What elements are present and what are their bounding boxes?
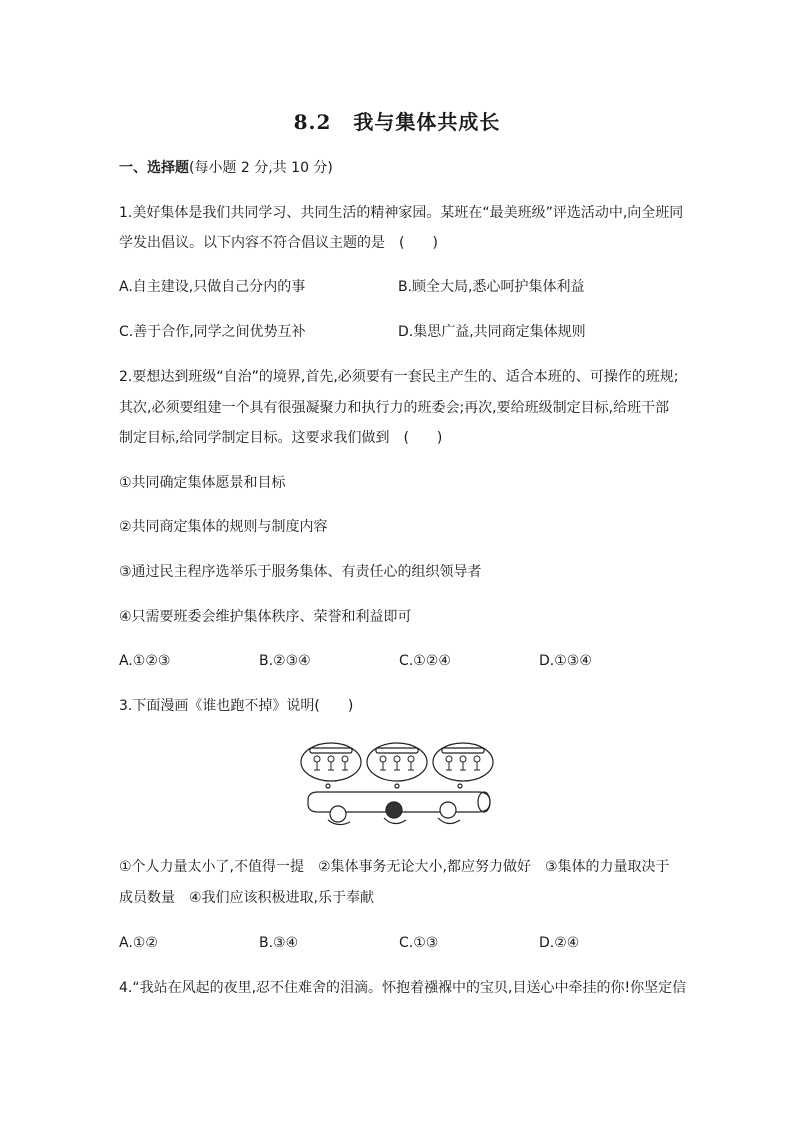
q2-stem-line2: 其次,必须要组建一个具有很强凝聚力和执行力的班委会;再次,要给班级制定目标,给班干部 — [119, 400, 670, 416]
q3-option-c: C.①③ — [399, 935, 439, 951]
thought-bubble-2 — [367, 743, 427, 781]
section-note: (每小题 2 分,共 10 分) — [189, 160, 333, 176]
title-number: 8.2 — [293, 110, 332, 134]
q2-stem-line3: 制定目标,给同学制定目标。这要求我们做到 ( ) — [119, 430, 443, 446]
q3-option-a: A.①② — [119, 935, 158, 951]
q2-stem-line1: 2.要想达到班级“自治”的境界,首先,必须要有一套民主产生的、适合本班的、可操作的班规; — [119, 369, 679, 385]
q1-option-a: A.自主建设,只做自己分内的事 — [119, 279, 306, 295]
section-heading — [119, 158, 333, 178]
q2-item-2: ②共同商定集体的规则与制度内容 — [119, 519, 328, 535]
q3-stem: 3.下面漫画《谁也跑不掉》说明( ) — [119, 698, 354, 714]
q2-option-c: C.①②④ — [399, 653, 451, 669]
q1-option-b: B.顾全大局,悉心呵护集体利益 — [398, 279, 585, 295]
q2-option-d: D.①③④ — [539, 653, 592, 669]
section-label: 一、选择题 — [119, 160, 189, 176]
q1-stem-line1: 1.美好集体是我们共同学习、共同生活的精神家园。某班在“最美班级”评选活动中,向全班同 — [119, 205, 684, 221]
q1-option-d: D.集思广益,共同商定集体规则 — [398, 324, 586, 340]
page-title — [0, 106, 794, 135]
q2-option-b: B.②③④ — [259, 653, 311, 669]
q2-item-4: ④只需要班委会维护集体秩序、荣誉和利益即可 — [119, 609, 412, 625]
q2-item-1: ①共同确定集体愿景和目标 — [119, 475, 286, 491]
q1-stem-line2: 学发出倡议。以下内容不符合倡议主题的是 ( ) — [119, 235, 438, 251]
q3-items-line2: 成员数量 ④我们应该积极进取,乐于奉献 — [119, 890, 374, 906]
q3-option-d: D.②④ — [539, 935, 580, 951]
thought-bubble-1 — [301, 743, 361, 781]
q4-stem-line1: 4.“我站在风起的夜里,忍不住难舍的泪滴。怀抱着襁褓中的宝贝,目送心中牵挂的你!你坚定信 — [119, 980, 687, 996]
q3-option-b: B.③④ — [259, 935, 299, 951]
q2-item-3: ③通过民主程序选举乐于服务集体、有责任心的组织领导者 — [119, 564, 482, 580]
q1-option-c: C.善于合作,同学之间优势互补 — [119, 324, 306, 340]
q3-items-line1: ①个人力量太小了,不值得一提 ②集体事务无论大小,都应努力做好 ③集体的力量取决于 — [119, 859, 670, 875]
thought-bubble-3 — [433, 743, 493, 781]
title-text: 我与集体共成长 — [353, 110, 501, 134]
cartoon-illustration — [298, 740, 496, 832]
q2-option-a: A.①②③ — [119, 653, 171, 669]
